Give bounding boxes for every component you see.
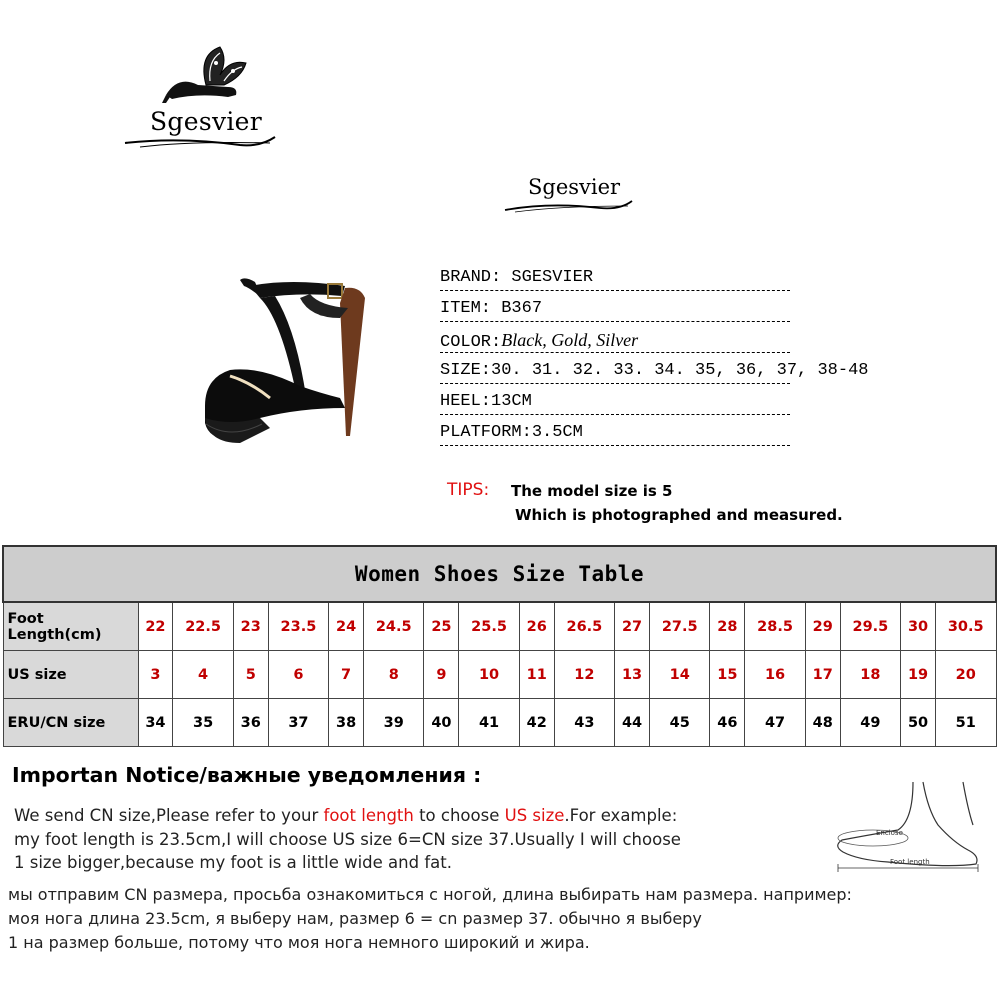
tips-block xyxy=(447,480,843,524)
table-cell: 11 xyxy=(519,651,554,699)
row-header: Foot Length(cm) xyxy=(3,602,138,651)
brand-logo-small-text: Sgesvier xyxy=(528,175,621,199)
brand-logo xyxy=(120,45,290,155)
row-header: US size xyxy=(3,651,138,699)
us-size-highlight: US size xyxy=(504,806,565,825)
notice-title: Importan Notice/важные уведомления : xyxy=(12,763,482,787)
table-cell: 6 xyxy=(268,651,328,699)
notice-english xyxy=(14,804,681,875)
table-cell: 50 xyxy=(901,699,936,747)
notice-en-line-2: my foot length is 23.5cm,I will choose US size 6=CN size 37.Usually I will choose xyxy=(14,829,681,849)
table-row-eru-cn-size xyxy=(3,699,996,747)
table-cell: 51 xyxy=(935,699,996,747)
table-cell: 35 xyxy=(173,699,233,747)
notice-ru-line-1: мы отправим CN размера, просьба ознакомиться с ногой, длина выбирать нам размера. например: xyxy=(8,885,852,904)
spec-size: SIZE:30. 31. 32. 33. 34. 35, 36, 37, 38-48 xyxy=(440,359,800,390)
table-cell: 10 xyxy=(459,651,519,699)
table-cell: 14 xyxy=(649,651,709,699)
table-cell: 16 xyxy=(745,651,805,699)
table-cell: 12 xyxy=(554,651,614,699)
table-cell: 34 xyxy=(138,699,173,747)
size-table xyxy=(2,545,997,747)
table-cell: 24.5 xyxy=(364,602,424,651)
product-shoe-image xyxy=(200,258,390,468)
notice-russian xyxy=(8,883,852,955)
table-cell: 4 xyxy=(173,651,233,699)
table-cell: 22 xyxy=(138,602,173,651)
table-cell: 28 xyxy=(710,602,745,651)
table-cell: 49 xyxy=(840,699,900,747)
size-table-title: Women Shoes Size Table xyxy=(3,546,996,602)
table-cell: 28.5 xyxy=(745,602,805,651)
table-cell: 5 xyxy=(233,651,268,699)
table-cell: 27 xyxy=(615,602,650,651)
table-cell: 20 xyxy=(935,651,996,699)
butterfly-heel-icon xyxy=(158,45,253,105)
table-cell: 30.5 xyxy=(935,602,996,651)
table-cell: 26 xyxy=(519,602,554,651)
table-cell: 48 xyxy=(805,699,840,747)
spec-brand: BRAND: SGESVIER xyxy=(440,266,800,297)
table-cell: 17 xyxy=(805,651,840,699)
row-header: ERU/CN size xyxy=(3,699,138,747)
product-specs xyxy=(440,266,869,452)
tips-label: TIPS: xyxy=(447,480,490,500)
spec-color xyxy=(440,328,800,359)
tips-line-2: Which is photographed and measured. xyxy=(515,506,843,524)
table-cell: 44 xyxy=(615,699,650,747)
notice-en-line-3: 1 size bigger,because my foot is a little wide and fat. xyxy=(14,853,452,872)
table-cell: 22.5 xyxy=(173,602,233,651)
table-cell: 9 xyxy=(424,651,459,699)
table-cell: 29.5 xyxy=(840,602,900,651)
notice-ru-line-3: 1 на размер больше, потому что моя нога немного широкий и жира. xyxy=(8,933,590,952)
spec-color-label: COLOR: xyxy=(440,333,502,352)
table-cell: 15 xyxy=(710,651,745,699)
logo-swoosh xyxy=(120,133,280,153)
table-cell: 25.5 xyxy=(459,602,519,651)
brand-logo-text: Sgesvier xyxy=(150,107,263,136)
table-cell: 18 xyxy=(840,651,900,699)
spec-heel: HEEL:13CM xyxy=(440,390,800,421)
table-cell: 23.5 xyxy=(268,602,328,651)
notice-en-line-1: We send CN size,Please refer to your foot length to choose US size.For example: xyxy=(14,806,678,825)
spec-platform: PLATFORM:3.5CM xyxy=(440,421,800,452)
table-cell: 40 xyxy=(424,699,459,747)
foot-measure-diagram xyxy=(828,780,998,875)
table-cell: 23 xyxy=(233,602,268,651)
table-cell: 26.5 xyxy=(554,602,614,651)
foot-diagram-length-label: Foot length xyxy=(890,858,930,866)
table-cell: 43 xyxy=(554,699,614,747)
table-cell: 24 xyxy=(329,602,364,651)
table-cell: 7 xyxy=(329,651,364,699)
table-cell: 47 xyxy=(745,699,805,747)
table-cell: 37 xyxy=(268,699,328,747)
table-cell: 3 xyxy=(138,651,173,699)
table-row-us-size xyxy=(3,651,996,699)
spec-item: ITEM: B367 xyxy=(440,297,800,328)
table-cell: 25 xyxy=(424,602,459,651)
table-cell: 41 xyxy=(459,699,519,747)
table-cell: 36 xyxy=(233,699,268,747)
logo-small-swoosh xyxy=(500,198,635,214)
table-cell: 8 xyxy=(364,651,424,699)
foot-diagram-enclose-label: Enclose xyxy=(876,829,903,837)
notice-ru-line-2: моя нога длина 23.5cm, я выберу нам, размер 6 = cn размер 37. обычно я выберу xyxy=(8,909,702,928)
table-cell: 29 xyxy=(805,602,840,651)
table-row-foot-length xyxy=(3,602,996,651)
spec-color-value: Black, Gold, Silver xyxy=(501,330,639,350)
table-cell: 30 xyxy=(901,602,936,651)
table-cell: 38 xyxy=(329,699,364,747)
table-cell: 27.5 xyxy=(649,602,709,651)
table-cell: 13 xyxy=(615,651,650,699)
table-cell: 19 xyxy=(901,651,936,699)
table-cell: 45 xyxy=(649,699,709,747)
brand-logo-small xyxy=(500,170,640,220)
tips-line-1: The model size is 5 xyxy=(511,482,673,500)
foot-length-highlight: foot length xyxy=(323,806,414,825)
table-cell: 39 xyxy=(364,699,424,747)
table-cell: 46 xyxy=(710,699,745,747)
table-cell: 42 xyxy=(519,699,554,747)
